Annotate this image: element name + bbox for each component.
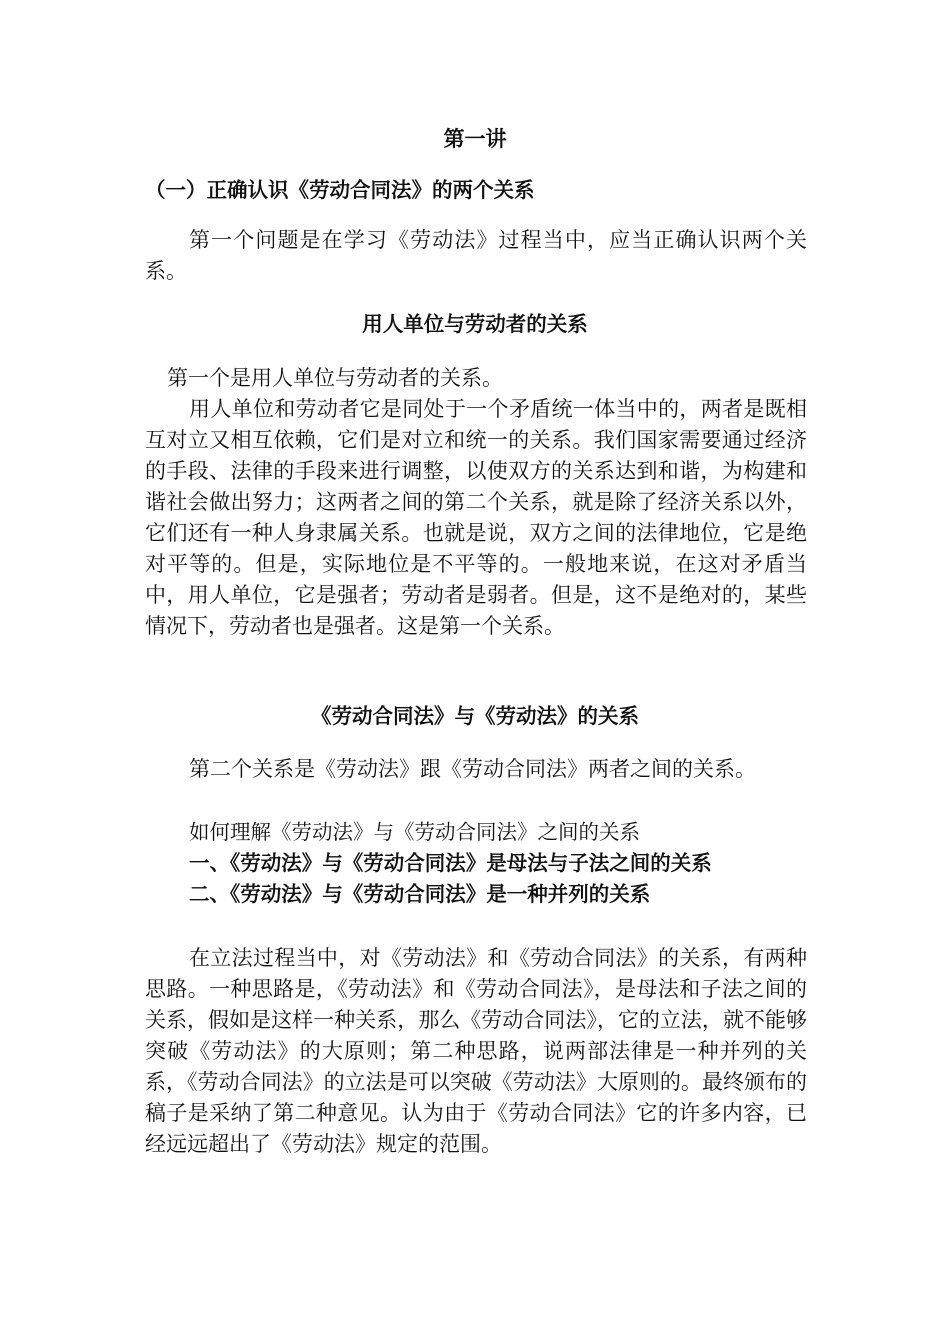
paragraph-first-relation-body: 用人单位和劳动者它是同处于一个矛盾统一体当中的，两者是既相互对立又相互依赖，它们是对立和统一的关系。我们国家需要通过经济的手段、法律的手段来进行调整，以使双方的关系达到和谐，为构建和谐社会做出努力；这两者之间的第二个关系，就是除了经济关系以外，它们还有一种人身隶属关系。也就是说，双方之间的法律地位，它是绝对平等的。但是，实际地位是不平等的。一般地来说，在这对矛盾当中，用人单位，它是强者；劳动者是弱者。但是，这不是绝对的，某些情况下，劳动者也是强者。这是第一个关系。	[145, 397, 807, 638]
relation-list-item-2: 二、《劳动法》与《劳动合同法》是一种并列的关系	[189, 882, 651, 906]
relation-list	[145, 817, 807, 910]
subheading-contract-law-vs-labor-law: 《劳动合同法》与《劳动法》的关系	[311, 704, 639, 728]
relation-list-intro: 如何理解《劳动法》与《劳动合同法》之间的关系	[189, 820, 640, 844]
section-heading: （一）正确认识《劳动合同法》的两个关系	[145, 178, 535, 202]
paragraph-first-relation-intro: 第一个是用人单位与劳动者的关系。	[167, 366, 503, 390]
intro-paragraph: 第一个问题是在学习《劳动法》过程当中，应当正确认识两个关系。	[145, 228, 807, 283]
relation-list-item-1: 一、《劳动法》与《劳动合同法》是母法与子法之间的关系	[189, 851, 712, 875]
paragraph-second-relation-intro: 第二个关系是《劳动法》跟《劳动合同法》两者之间的关系。	[189, 757, 756, 781]
paragraph-legislative-approach: 在立法过程当中，对《劳动法》和《劳动合同法》的关系，有两种思路。一种思路是，《劳动法》和《劳动合同法》，是母法和子法之间的关系，假如是这样一种关系，那么《劳动合同法》，它的立法，就不能够突破《劳动法》的大原则；第二种思路，说两部法律是一种并列的关系，《劳动合同法》的立法是可以突破《劳动法》大原则的。最终颁布的稿子是采纳了第二种意见。认为由于《劳动合同法》它的许多内容，已经远远超出了《劳动法》规定的范围。	[145, 946, 807, 1156]
lecture-title: 第一讲	[443, 127, 507, 151]
subheading-employer-worker: 用人单位与劳动者的关系	[362, 312, 588, 336]
